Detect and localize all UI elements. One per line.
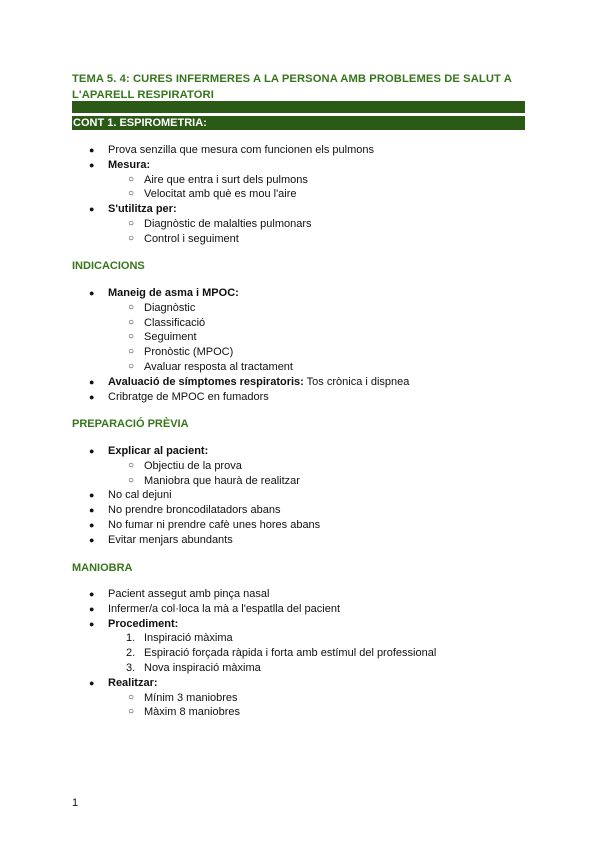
circle-bullet-icon: ○ [128, 691, 135, 703]
list-number: 2. [126, 647, 136, 660]
list-item: ● Cribratge de MPOC en fumadors [89, 390, 269, 403]
preparacio-list [72, 444, 532, 548]
list-item: ● Infermer/a col·loca la mà a l'espatlla del pacient [89, 602, 340, 615]
bullet-icon: ● [89, 589, 95, 599]
bullet-icon: ● [89, 534, 95, 545]
circle-bullet-icon: ○ [128, 346, 135, 358]
circle-bullet-icon: ○ [128, 474, 135, 486]
list-item: ● S'utilitza per: [89, 203, 177, 216]
bullet-icon: ● [89, 603, 95, 614]
circle-bullet-icon: ○ [128, 316, 135, 328]
indicacions-list [72, 286, 532, 404]
circle-bullet-icon: ○ [128, 173, 135, 185]
list-item: ● Explicar al pacient: [89, 445, 209, 457]
bullet-icon: ● [89, 505, 95, 516]
circle-bullet-icon: ○ [128, 360, 135, 372]
page-number: 1 [72, 797, 79, 809]
sub-list-item: ○ Màxim 8 maniobres [128, 706, 240, 719]
sub-list-item: ○ Mínim 3 maniobres [128, 691, 238, 704]
list-item: ● Avaluació de símptomes respiratoris: Tos crònica i dispnea [89, 375, 410, 388]
numbered-list-item: 1. Inspiració màxima [126, 632, 233, 645]
bullet-icon: ● [89, 145, 95, 155]
circle-bullet-icon: ○ [128, 459, 135, 471]
numbered-list-item: 2. Espiració forçada ràpida i forta amb estímul del professional [126, 647, 437, 660]
sub-list-item: ○ Seguiment [128, 331, 197, 344]
maniobra-list [72, 587, 532, 720]
sub-list-item: ○ Velocitat amb què es mou l'aire [128, 188, 297, 201]
bullet-icon: ● [89, 490, 95, 501]
bullet-icon: ● [89, 446, 95, 456]
document-title: TEMA 5. 4: CURES INFERMERES A LA PERSONA AMB PROBLEMES DE SALUT A L'APARELL RESPIRATORI [72, 73, 512, 101]
bullet-icon: ● [89, 288, 95, 298]
sub-list-item: ○ Aire que entra i surt dels pulmons [128, 173, 308, 186]
bullet-icon: ● [89, 677, 95, 688]
list-item: ● Procediment: [89, 617, 179, 630]
circle-bullet-icon: ○ [128, 188, 135, 200]
bullet-icon: ● [89, 519, 95, 530]
bullet-icon: ● [89, 159, 95, 170]
sub-list-item: ○ Pronòstic (MPOC) [128, 346, 234, 359]
list-item: ● Prova senzilla que mesura com funcionen els pulmons [89, 144, 374, 156]
bullet-icon: ● [89, 376, 95, 387]
section-bar-espirometria: CONT 1. ESPIROMETRIA: [72, 116, 525, 130]
sub-list-item: ○ Maniobra que haurà de realitzar [128, 474, 300, 487]
list-item: ● Pacient assegut amb pinça nasal [89, 588, 270, 600]
sub-list-item: ○ Avaluar resposta al tractament [128, 360, 293, 373]
list-item: ● No fumar ni prendre cafè unes hores abans [89, 518, 321, 531]
circle-bullet-icon: ○ [128, 331, 135, 343]
list-item: ● No prendre broncodilatadors abans [89, 504, 281, 517]
list-item: ● Realitzar: [89, 676, 158, 689]
list-item: ● Mesura: [89, 158, 151, 171]
numbered-list-item: 3. Nova inspiració màxima [126, 661, 261, 674]
heading-preparacio-previa: PREPARACIÓ PRÈVIA [72, 418, 189, 430]
intro-list [72, 143, 532, 247]
list-number: 1. [126, 632, 136, 645]
heading-maniobra: MANIOBRA [72, 562, 133, 574]
sub-list-item: ○ Objectiu de la prova [128, 459, 242, 472]
circle-bullet-icon: ○ [128, 706, 135, 718]
circle-bullet-icon: ○ [128, 301, 135, 313]
heading-indicacions: INDICACIONS [72, 260, 145, 272]
sub-list-item: ○ Diagnòstic de malalties pulmonars [128, 217, 312, 230]
bullet-icon: ● [89, 618, 95, 629]
list-item: ● No cal dejuni [89, 489, 172, 502]
circle-bullet-icon: ○ [128, 232, 135, 244]
bullet-icon: ● [89, 204, 95, 215]
section-bar-top [72, 101, 525, 113]
sub-list-item: ○ Diagnòstic [128, 301, 196, 314]
sub-list-item: ○ Classificació [128, 316, 206, 329]
list-number: 3. [126, 661, 136, 674]
circle-bullet-icon: ○ [128, 217, 135, 229]
list-item: ● Evitar menjars abundants [89, 533, 233, 546]
bullet-icon: ● [89, 391, 95, 402]
sub-list-item: ○ Control i seguiment [128, 232, 239, 245]
list-item: ● Maneig de asma i MPOC: [89, 287, 239, 299]
